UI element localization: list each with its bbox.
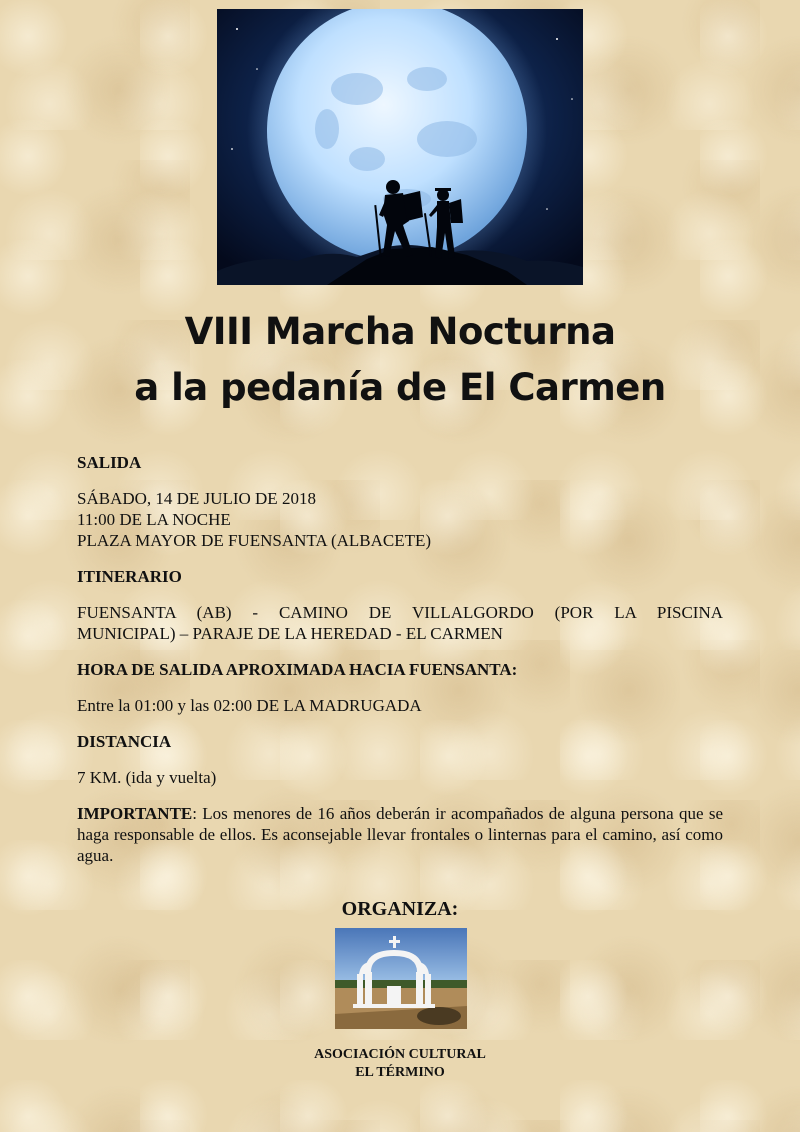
organiza-heading: ORGANIZA: — [341, 898, 459, 920]
organizer-name-line-1: ASOCIACIÓN CULTURAL — [314, 1047, 486, 1062]
itinerario-route-line-2: MUNICIPAL) – PARAJE DE LA HEREDAD - EL CARMEN — [77, 624, 503, 643]
event-details — [77, 452, 723, 881]
itinerario-route — [77, 602, 723, 644]
salida-details — [77, 488, 723, 551]
event-title-line-2: a la pedanía de El Carmen — [134, 366, 666, 409]
itinerario-route-line-1: FUENSANTA (AB) - CAMINO DE VILLALGORDO (POR LA PISCINA — [77, 603, 723, 622]
salida-date: SÁBADO, 14 DE JULIO DE 2018 — [77, 489, 316, 508]
regreso-text: Entre la 01:00 y las 02:00 DE LA MADRUGADA — [77, 696, 422, 715]
regreso-heading: HORA DE SALIDA APROXIMADA HACIA FUENSANTA: — [77, 660, 518, 679]
white-arch-monument-image — [335, 928, 467, 1029]
event-title-line-1: VIII Marcha Nocturna — [184, 310, 616, 353]
organizer-name — [0, 1046, 800, 1082]
importante-label: IMPORTANTE — [77, 804, 193, 823]
salida-place: PLAZA MAYOR DE FUENSANTA (ALBACETE) — [77, 531, 432, 550]
importante-note — [77, 803, 723, 866]
organizer-name-line-2: EL TÉRMINO — [355, 1065, 445, 1080]
itinerario-heading: ITINERARIO — [77, 567, 182, 586]
distancia-heading: DISTANCIA — [77, 732, 172, 751]
moon-hikers-image — [217, 9, 583, 285]
importante-text: : Los menores de 16 años deberán ir acompañados de alguna persona que se haga responsable de ellos. Es aconsejable llevar frontales o linternas para el camino, así como agua. — [77, 804, 723, 865]
salida-heading: SALIDA — [77, 453, 142, 472]
salida-time: 11:00 DE LA NOCHE — [77, 510, 231, 529]
distancia-text: 7 KM. (ida y vuelta) — [77, 768, 217, 787]
